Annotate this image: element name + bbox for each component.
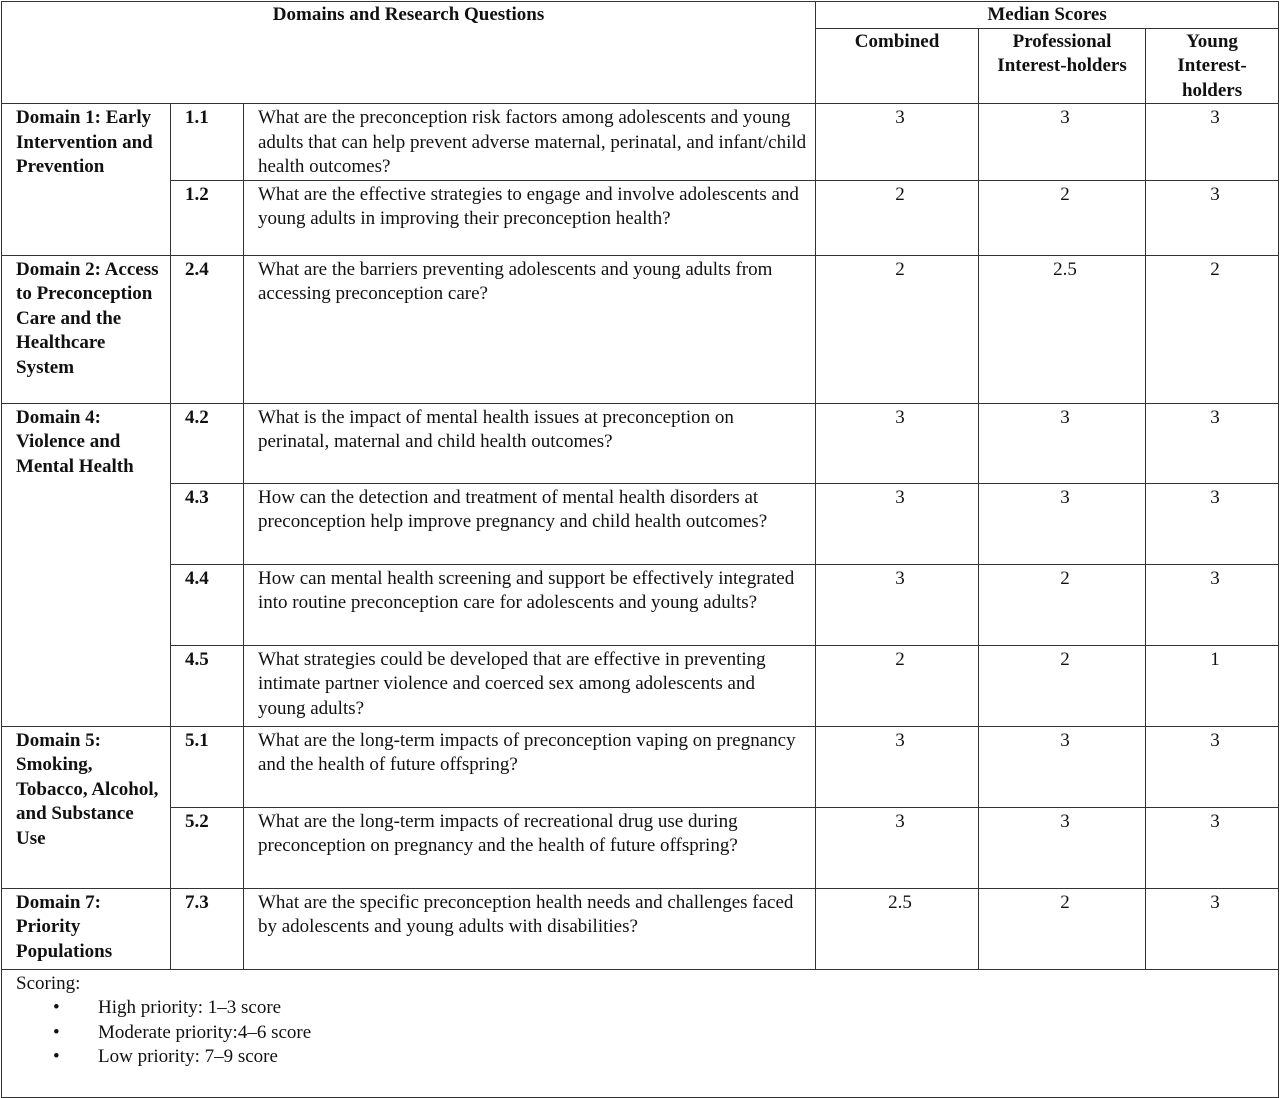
score-combined: 3 [816, 807, 979, 888]
question-text: What are the specific preconception health needs and challenges faced by adolescents and young adults with disabilities? [244, 888, 816, 969]
score-professional: 2 [979, 564, 1146, 645]
table-row [2, 180, 1279, 255]
score-professional: 2 [979, 888, 1146, 969]
score-combined: 2 [816, 645, 979, 726]
score-combined: 2.5 [816, 888, 979, 969]
domain-label: Domain 7: Priority Populations [2, 888, 171, 969]
header-professional: Professional Interest-holders [979, 28, 1146, 104]
header-combined: Combined [816, 28, 979, 104]
scoring-title: Scoring: [16, 972, 81, 994]
question-text: What are the effective strategies to engage and involve adolescents and young adults in improving their preconception health? [244, 180, 816, 255]
question-text: How can mental health screening and support be effectively integrated into routine preconception care for adolescents and young adults? [244, 564, 816, 645]
score-combined: 3 [816, 483, 979, 564]
score-young: 3 [1146, 180, 1279, 255]
question-id: 7.3 [171, 888, 244, 969]
domain-label: Domain 1: Early Intervention and Prevention [2, 104, 171, 256]
score-young: 3 [1146, 104, 1279, 181]
median-scores-table [1, 1, 1279, 1098]
header-domains-questions: Domains and Research Questions [2, 2, 816, 104]
score-young: 3 [1146, 564, 1279, 645]
score-combined: 3 [816, 403, 979, 483]
score-professional: 3 [979, 483, 1146, 564]
question-id: 1.2 [171, 180, 244, 255]
table-row [2, 645, 1279, 726]
table-row [2, 255, 1279, 403]
scoring-legend [2, 969, 1279, 1097]
score-young: 3 [1146, 726, 1279, 807]
question-id: 5.1 [171, 726, 244, 807]
score-young: 1 [1146, 645, 1279, 726]
question-id: 4.5 [171, 645, 244, 726]
question-id: 1.1 [171, 104, 244, 181]
domain-label: Domain 2: Access to Preconception Care and the Healthcare System [2, 255, 171, 403]
question-id: 4.3 [171, 483, 244, 564]
question-id: 2.4 [171, 255, 244, 403]
header-young: Young Interest-holders [1146, 28, 1279, 104]
table-row [2, 726, 1279, 807]
question-text: What are the long-term impacts of preconception vaping on pregnancy and the health of future offspring? [244, 726, 816, 807]
score-professional: 2 [979, 180, 1146, 255]
scoring-list [16, 996, 1270, 1070]
question-text: What are the preconception risk factors among adolescents and young adults that can help prevent adverse maternal, perinatal, and infant/child health outcomes? [244, 104, 816, 181]
table-body [2, 104, 1279, 970]
question-id: 5.2 [171, 807, 244, 888]
domain-label: Domain 4: Violence and Mental Health [2, 403, 171, 726]
score-young: 3 [1146, 483, 1279, 564]
question-id: 4.4 [171, 564, 244, 645]
score-combined: 3 [816, 564, 979, 645]
table-row [2, 104, 1279, 181]
score-professional: 3 [979, 726, 1146, 807]
score-young: 3 [1146, 888, 1279, 969]
score-combined: 2 [816, 180, 979, 255]
score-combined: 3 [816, 104, 979, 181]
score-combined: 3 [816, 726, 979, 807]
header-median-scores: Median Scores [816, 2, 1279, 29]
score-combined: 2 [816, 255, 979, 403]
question-text: What are the long-term impacts of recreational drug use during preconception on pregnancy and the health of future offspring? [244, 807, 816, 888]
question-text: What strategies could be developed that are effective in preventing intimate partner violence and coerced sex among adolescents and young adults? [244, 645, 816, 726]
score-young: 2 [1146, 255, 1279, 403]
question-text: How can the detection and treatment of mental health disorders at preconception help improve pregnancy and child health outcomes? [244, 483, 816, 564]
table-row [2, 888, 1279, 969]
scoring-item-high: • High priority: 1–3 score [98, 996, 1270, 1021]
question-text: What is the impact of mental health issues at preconception on perinatal, maternal and child health outcomes? [244, 403, 816, 483]
table-row [2, 564, 1279, 645]
score-professional: 2 [979, 645, 1146, 726]
score-professional: 3 [979, 807, 1146, 888]
scoring-item-moderate: • Moderate priority:4–6 score [98, 1021, 1270, 1046]
score-young: 3 [1146, 807, 1279, 888]
score-professional: 3 [979, 104, 1146, 181]
question-id: 4.2 [171, 403, 244, 483]
table-row [2, 483, 1279, 564]
table-row [2, 807, 1279, 888]
score-professional: 2.5 [979, 255, 1146, 403]
score-professional: 3 [979, 403, 1146, 483]
question-text: What are the barriers preventing adolescents and young adults from accessing preconception care? [244, 255, 816, 403]
scoring-item-low: • Low priority: 7–9 score [98, 1045, 1270, 1070]
table-row [2, 403, 1279, 483]
domain-label: Domain 5: Smoking, Tobacco, Alcohol, and Substance Use [2, 726, 171, 888]
score-young: 3 [1146, 403, 1279, 483]
